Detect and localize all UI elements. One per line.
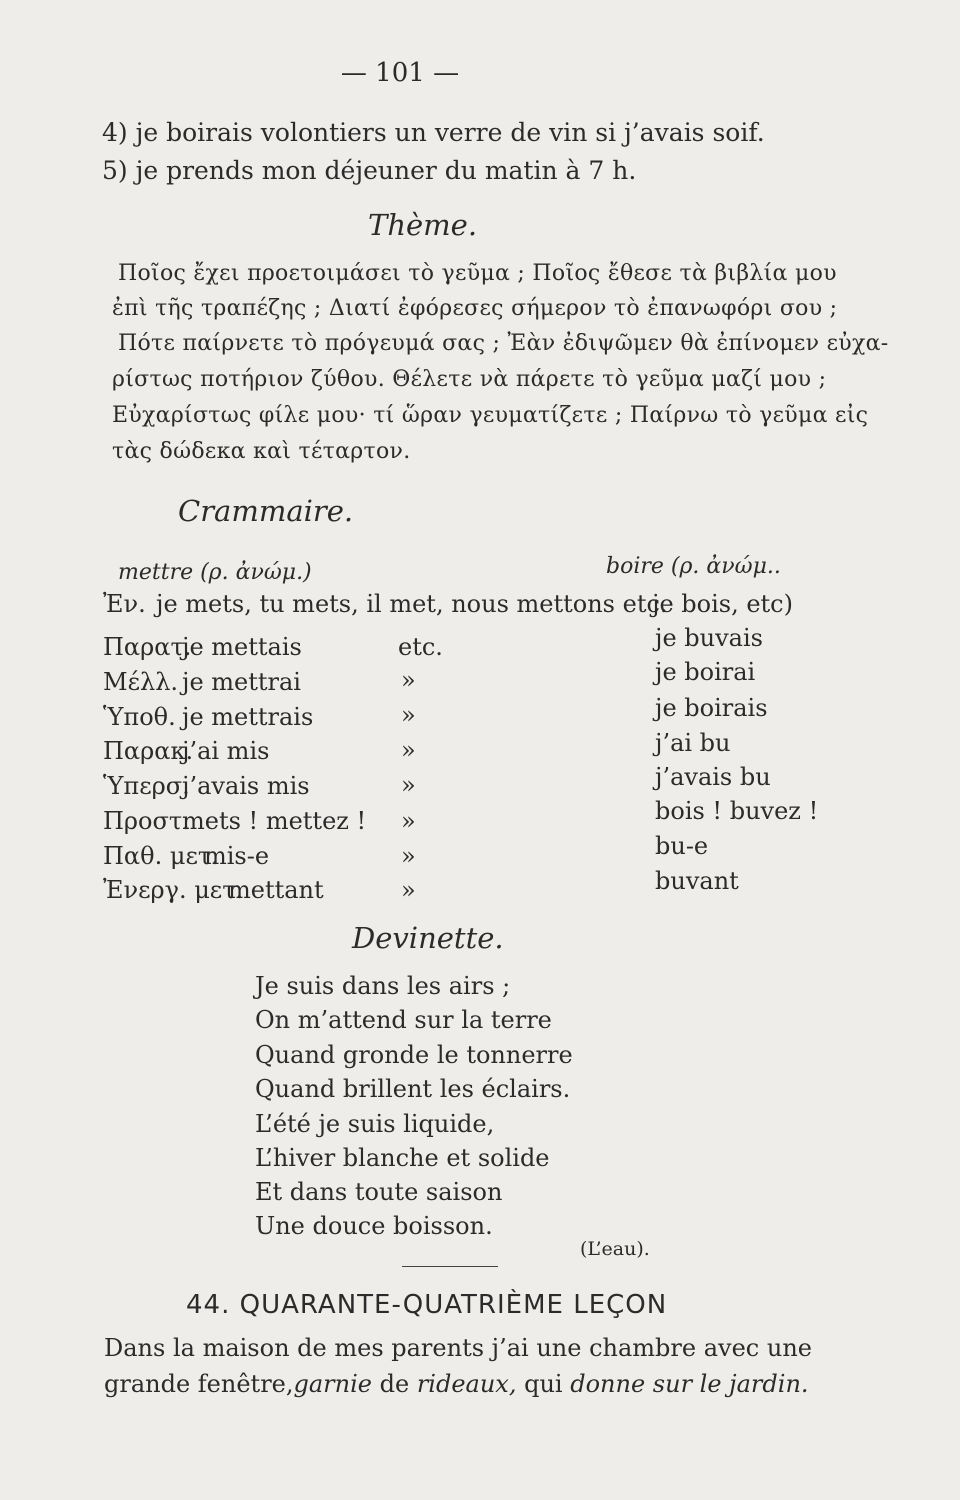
row-boire: je boirais — [655, 694, 768, 722]
lesson-text-line: Dans la maison de mes parents j’ai une chambre avec une — [104, 1334, 812, 1362]
devinette-answer: (L’eau). — [580, 1238, 650, 1260]
row-boire: j’ai bu — [655, 729, 731, 757]
theme-line: Ποῖος ἔχει προετοιμάσει τὸ γεῦμα ; Ποῖος ἔθεσε τὰ βιβλία μου — [118, 261, 837, 286]
theme-heading: Thème. — [368, 208, 478, 242]
poem-line: On m’attend sur la terre — [255, 1006, 552, 1034]
row-boire: bois ! buvez ! — [655, 797, 819, 825]
grammar-head-boire: boire (ρ. ἀνώμ.. — [606, 554, 781, 579]
exercise-line-4: 4) je boirais volontiers un verre de vin si j’avais soif. — [102, 118, 765, 147]
row-mettre: je mettrais — [182, 703, 314, 731]
row-label: Παρακ. — [103, 737, 194, 765]
poem-line: Je suis dans les airs ; — [255, 972, 511, 1000]
divider — [402, 1266, 498, 1267]
row-mid: » — [401, 807, 416, 835]
row-boire: je boirai — [655, 658, 756, 686]
exercise-line-5: 5) je prends mon déjeuner du matin à 7 h. — [102, 156, 637, 185]
row-mettre: mettant — [228, 876, 324, 904]
text-italic: garnie — [293, 1370, 372, 1398]
theme-line: τὰς δώδεκα καὶ τέταρτον. — [112, 439, 411, 464]
grammar-heading: Crammaire. — [178, 494, 354, 528]
row-mettre: mets ! mettez ! — [182, 807, 367, 835]
poem-line: Quand brillent les éclairs. — [255, 1075, 571, 1103]
devinette-heading: Devinette. — [352, 921, 504, 955]
poem-line: L’hiver blanche et solide — [255, 1144, 550, 1172]
row-label: Ὑπερσ. — [103, 772, 190, 800]
row-boire: je bois, etc) — [652, 590, 793, 618]
row-mettre: j’ai mis — [182, 737, 270, 765]
row-mid: » — [401, 876, 416, 904]
row-mettre: mis-e — [204, 842, 270, 870]
row-boire: j’avais bu — [655, 763, 771, 791]
row-boire: bu-e — [655, 832, 709, 860]
page-number: — 101 — — [340, 58, 460, 88]
row-mid: » — [401, 771, 416, 799]
row-mettre: j’avais mis — [182, 772, 310, 800]
theme-line: ρίστως ποτήριον ζύθου. Θέλετε νὰ πάρετε τὸ γεῦμα μαζί μου ; — [112, 367, 827, 392]
poem-line: Une douce boisson. — [255, 1212, 493, 1240]
text-italic: donne sur le jardin. — [570, 1370, 809, 1398]
row-mid: » — [401, 666, 416, 694]
row-mid: » — [401, 842, 416, 870]
row-label: Ἐνεργ. μετ. — [103, 876, 244, 904]
row-label: Παθ. μετ. — [103, 842, 219, 870]
row-mid: etc. — [398, 633, 443, 661]
row-mettre: je mettrai — [182, 668, 301, 696]
grammar-head-mettre: mettre (ρ. ἀνώμ.) — [118, 560, 312, 585]
lesson-text-line-2 — [104, 1370, 809, 1398]
row-mettre: je mettais — [182, 633, 302, 661]
row-mid: » — [401, 736, 416, 764]
text-plain: de — [371, 1370, 417, 1398]
text-plain: grande fenêtre, — [104, 1370, 294, 1398]
lesson-title: 44. QUARANTE-QUATRIÈME LEÇON — [186, 1290, 668, 1320]
row-mettre: je mets, tu mets, il met, nous mettons etc. — [156, 590, 668, 618]
text-plain: qui — [516, 1370, 571, 1398]
theme-line: Εὐχαρίστως φίλε μου· τί ὥραν γευματίζετε ; Παίρνω τὸ γεῦμα εἰς — [112, 403, 869, 428]
row-label: Μέλλ. — [103, 668, 179, 696]
poem-line: Quand gronde le tonnerre — [255, 1041, 573, 1069]
theme-line: Πότε παίρνετε τὸ πρόγευμά σας ; Ἐὰν ἐδιψῶμεν θὰ ἐπίνομεν εὐχα- — [118, 331, 889, 356]
row-boire: buvant — [655, 867, 739, 895]
row-label: Ὑποθ. — [103, 703, 176, 731]
row-label: Προστ. — [103, 807, 190, 835]
row-boire: je buvais — [655, 624, 763, 652]
row-label: Ἐν. — [103, 590, 146, 618]
row-mid: » — [401, 701, 416, 729]
poem-line: Et dans toute saison — [255, 1178, 503, 1206]
poem-line: L’été je suis liquide, — [255, 1110, 495, 1138]
text-italic: rideaux, — [416, 1370, 517, 1398]
theme-line: ἐπὶ τῆς τραπέζης ; Διατί ἐφόρεσες σήμερον τὸ ἐπανωφόρι σου ; — [112, 296, 838, 321]
row-label: Παρατ. — [103, 633, 192, 661]
